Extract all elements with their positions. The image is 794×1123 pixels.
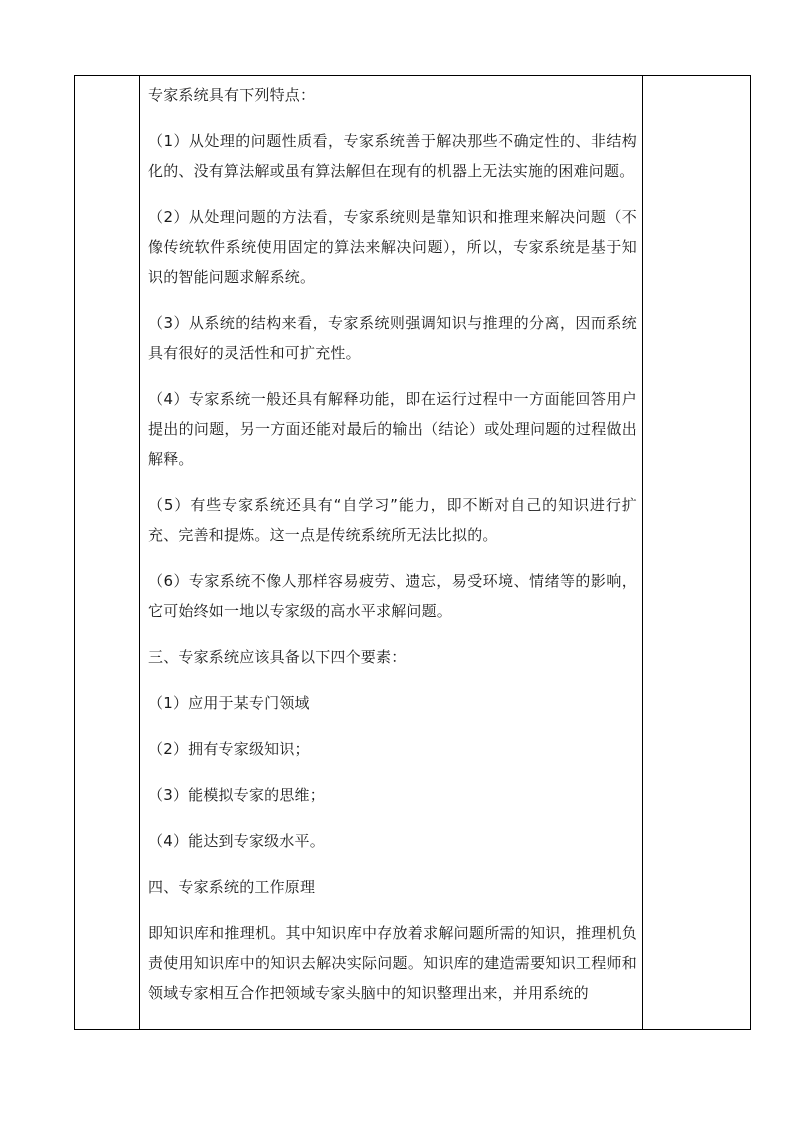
- table-left-column: [75, 76, 140, 1029]
- paragraph-element-1: （1）应用于某专门领域: [148, 694, 310, 712]
- content-body: [140, 76, 643, 1008]
- paragraph-feature-4: （4）专家系统一般还具有解释功能，即在运行过程中一方面能回答用户提出的问题，另一方面还能对最后的输出（结论）或处理问题的过程做出解释。: [148, 390, 637, 468]
- paragraph-feature-3: （3）从系统的结构来看，专家系统则强调知识与推理的分离，因而系统具有很好的灵活性和可扩充性。: [148, 314, 637, 362]
- paragraph-intro: 专家系统具有下列特点：: [148, 86, 316, 104]
- table-content-cell: [140, 76, 643, 1029]
- paragraph-feature-5: （5）有些专家系统还具有“自学习”能力，即不断对自己的知识进行扩充、完善和提炼。这一点是传统系统所无法比拟的。: [148, 496, 637, 544]
- paragraph-feature-2: （2）从处理问题的方法看，专家系统则是靠知识和推理来解决问题（不像传统软件系统使用固定的算法来解决问题），所以，专家系统是基于知识的智能问题求解系统。: [148, 208, 637, 286]
- section-heading-principle: 四、专家系统的工作原理: [148, 878, 316, 896]
- paragraph-element-2: （2）拥有专家级知识；: [148, 740, 310, 758]
- table-right-column: [642, 76, 750, 1029]
- paragraph-principle: 即知识库和推理机。其中知识库中存放着求解问题所需的知识，推理机负责使用知识库中的知识去解决实际问题。知识库的建造需要知识工程师和领域专家相互合作把领域专家头脑中的知识整理出来，并用系统的: [148, 924, 637, 1002]
- paragraph-element-4: （4）能达到专家级水平。: [148, 832, 325, 850]
- paragraph-feature-6: （6）专家系统不像人那样容易疲劳、遗忘，易受环境、情绪等的影响，它可始终如一地以专家级的高水平求解问题。: [148, 572, 637, 620]
- section-heading-elements: 三、专家系统应该具备以下四个要素：: [148, 648, 407, 666]
- paragraph-feature-1: （1）从处理的问题性质看，专家系统善于解决那些不确定性的、非结构化的、没有算法解或虽有算法解但在现有的机器上无法实施的困难问题。: [148, 132, 637, 180]
- document-table: [74, 75, 751, 1030]
- paragraph-element-3: （3）能模拟专家的思维；: [148, 786, 325, 804]
